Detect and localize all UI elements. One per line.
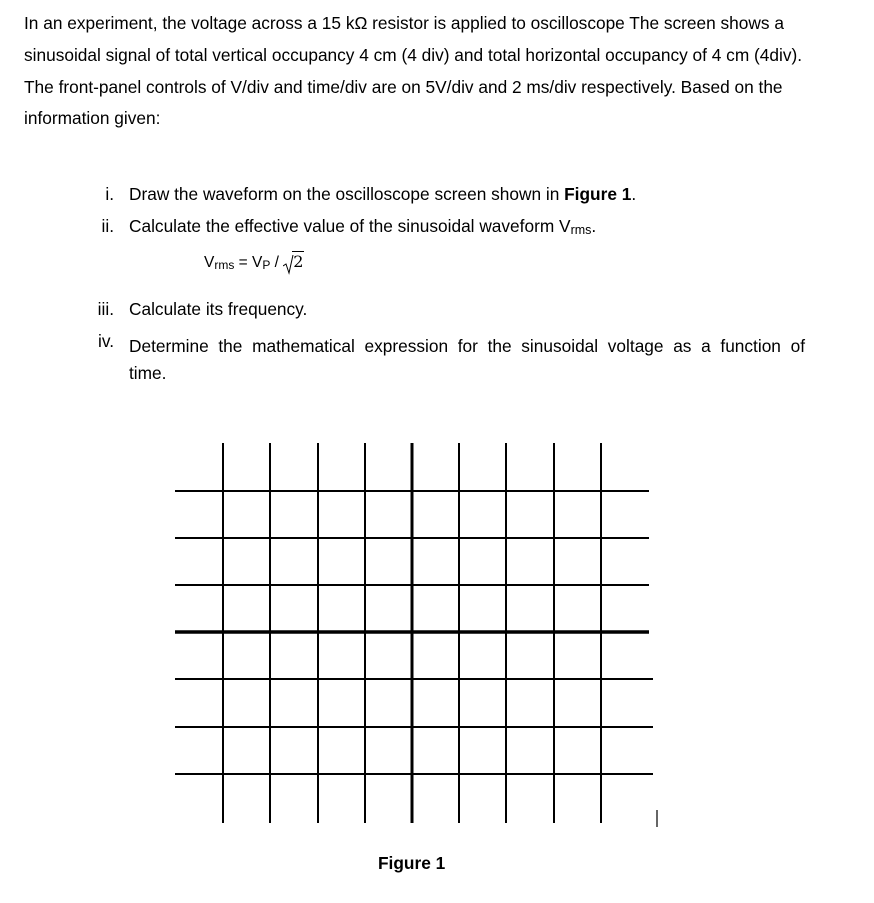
formula-equals: = V	[234, 254, 263, 271]
question-ii-end: .	[591, 216, 597, 236]
question-number-iv: iv.	[98, 331, 114, 351]
rms-subscript: rms	[570, 223, 592, 237]
formula-rms-sub: rms	[214, 258, 235, 272]
question-iii: Calculate its frequency.	[129, 299, 308, 319]
question-i-end: .	[631, 184, 637, 204]
horizontal-grid-lines	[175, 491, 653, 774]
question-i-text: Draw the waveform on the oscilloscope screen shown in	[129, 184, 565, 204]
formula-v: V	[204, 254, 215, 271]
formula-slash: /	[270, 254, 284, 271]
figure-reference: Figure 1	[564, 184, 632, 204]
question-number-ii: ii.	[101, 216, 114, 236]
question-number-i: i.	[105, 184, 114, 204]
figure-caption: Figure 1	[378, 853, 446, 873]
question-iv: Determine the mathematical expression for the sinusoidal voltage as a function of	[129, 336, 805, 356]
formula-radicand: 2	[293, 252, 304, 271]
formula-p-sub: P	[262, 258, 271, 272]
question-iv-continued: time.	[129, 363, 167, 383]
problem-intro: In an experiment, the voltage across a 15 kΩ resistor is applied to oscilloscope The screen shows a sinusoidal signal of total vertical occupancy 4 cm (4 div) and total horizontal occupancy of 4 cm (4div). The front-panel controls of V/div and time/div are on 5V/div and 2 ms/div respectively. Based on the information given:	[24, 13, 803, 129]
question-ii-text: Calculate the effective value of the sinusoidal waveform V	[129, 216, 571, 236]
question-number-iii: iii.	[97, 299, 114, 319]
